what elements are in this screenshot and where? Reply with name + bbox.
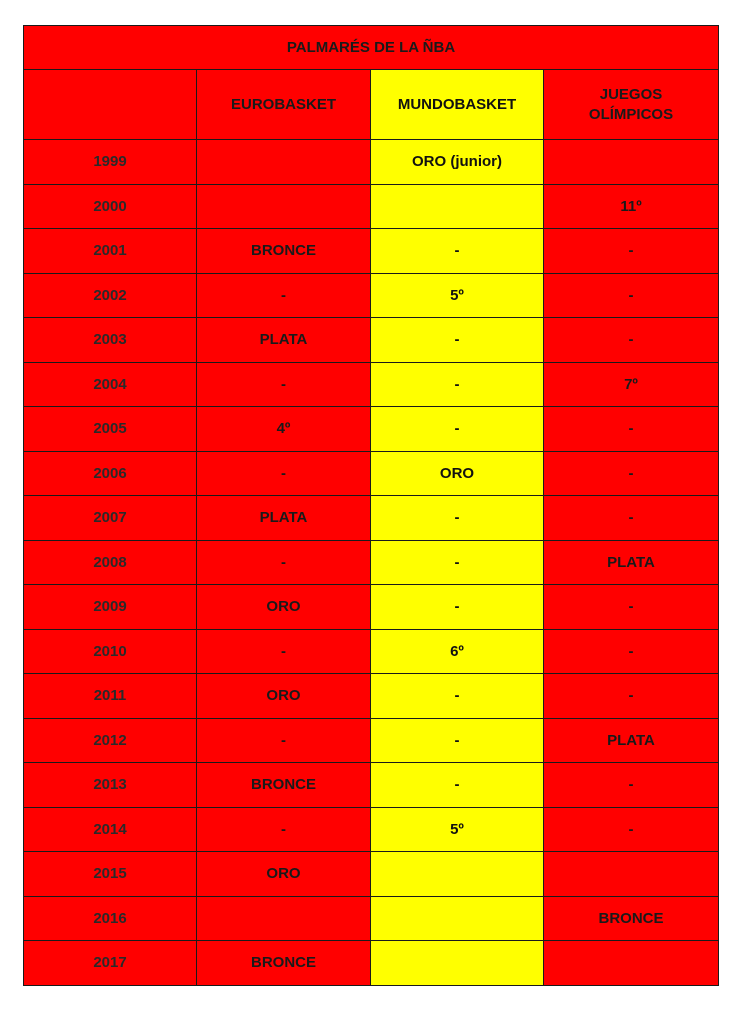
cell-mundobasket: - xyxy=(371,407,544,452)
cell-juegos-olimpicos: - xyxy=(544,585,719,630)
cell-mundobasket: ORO (junior) xyxy=(371,140,544,185)
cell-year: 2003 xyxy=(24,318,197,363)
cell-eurobasket: ORO xyxy=(197,585,371,630)
cell-juegos-olimpicos: - xyxy=(544,318,719,363)
cell-year: 2007 xyxy=(24,496,197,541)
cell-mundobasket xyxy=(371,184,544,229)
cell-juegos-olimpicos: - xyxy=(544,407,719,452)
cell-eurobasket: ORO xyxy=(197,674,371,719)
cell-mundobasket: ORO xyxy=(371,451,544,496)
header-juegos-olimpicos xyxy=(544,70,719,140)
cell-year: 2002 xyxy=(24,273,197,318)
cell-eurobasket: PLATA xyxy=(197,318,371,363)
cell-juegos-olimpicos: - xyxy=(544,807,719,852)
cell-year: 2010 xyxy=(24,629,197,674)
header-mundobasket: MUNDOBASKET xyxy=(371,70,544,140)
cell-year: 2013 xyxy=(24,763,197,808)
palmares-table xyxy=(23,25,719,986)
cell-eurobasket xyxy=(197,140,371,185)
table-title: PALMARÉS DE LA ÑBA xyxy=(24,26,719,70)
table-row xyxy=(24,585,719,630)
header-juegos-label: JUEGOS OLÍMPICOS xyxy=(588,85,674,123)
table-row xyxy=(24,674,719,719)
cell-mundobasket xyxy=(371,896,544,941)
cell-year: 2012 xyxy=(24,718,197,763)
table-row xyxy=(24,896,719,941)
cell-eurobasket: BRONCE xyxy=(197,229,371,274)
cell-juegos-olimpicos: - xyxy=(544,763,719,808)
table-row xyxy=(24,629,719,674)
cell-year: 2006 xyxy=(24,451,197,496)
cell-eurobasket: PLATA xyxy=(197,496,371,541)
table-row xyxy=(24,184,719,229)
cell-eurobasket: - xyxy=(197,540,371,585)
table-row xyxy=(24,451,719,496)
header-eurobasket: EUROBASKET xyxy=(197,70,371,140)
cell-mundobasket: - xyxy=(371,763,544,808)
table-row xyxy=(24,273,719,318)
cell-year: 1999 xyxy=(24,140,197,185)
cell-eurobasket: - xyxy=(197,451,371,496)
palmares-sheet xyxy=(23,25,718,998)
table-row xyxy=(24,718,719,763)
cell-juegos-olimpicos: 11º xyxy=(544,184,719,229)
title-row xyxy=(24,26,719,70)
cell-mundobasket xyxy=(371,852,544,897)
table-row xyxy=(24,496,719,541)
cell-juegos-olimpicos: - xyxy=(544,496,719,541)
table-row xyxy=(24,941,719,986)
header-row xyxy=(24,70,719,140)
cell-eurobasket xyxy=(197,896,371,941)
cell-juegos-olimpicos: - xyxy=(544,629,719,674)
cell-mundobasket xyxy=(371,941,544,986)
cell-year: 2005 xyxy=(24,407,197,452)
cell-mundobasket: - xyxy=(371,318,544,363)
cell-eurobasket: - xyxy=(197,629,371,674)
cell-juegos-olimpicos: - xyxy=(544,674,719,719)
cell-eurobasket xyxy=(197,184,371,229)
cell-mundobasket: 5º xyxy=(371,273,544,318)
cell-year: 2001 xyxy=(24,229,197,274)
cell-juegos-olimpicos: BRONCE xyxy=(544,896,719,941)
cell-juegos-olimpicos: 7º xyxy=(544,362,719,407)
cell-mundobasket: - xyxy=(371,718,544,763)
table-row xyxy=(24,140,719,185)
cell-eurobasket: - xyxy=(197,273,371,318)
cell-juegos-olimpicos: PLATA xyxy=(544,718,719,763)
cell-mundobasket: - xyxy=(371,496,544,541)
cell-eurobasket: BRONCE xyxy=(197,763,371,808)
cell-juegos-olimpicos: - xyxy=(544,229,719,274)
table-row xyxy=(24,362,719,407)
table-row xyxy=(24,407,719,452)
cell-juegos-olimpicos xyxy=(544,852,719,897)
cell-eurobasket: - xyxy=(197,718,371,763)
cell-juegos-olimpicos: - xyxy=(544,451,719,496)
cell-eurobasket: - xyxy=(197,362,371,407)
table-row xyxy=(24,318,719,363)
cell-eurobasket: BRONCE xyxy=(197,941,371,986)
table-row xyxy=(24,807,719,852)
cell-year: 2014 xyxy=(24,807,197,852)
cell-mundobasket: 5º xyxy=(371,807,544,852)
cell-mundobasket: 6º xyxy=(371,629,544,674)
cell-mundobasket: - xyxy=(371,540,544,585)
table-row xyxy=(24,229,719,274)
cell-year: 2011 xyxy=(24,674,197,719)
cell-juegos-olimpicos xyxy=(544,140,719,185)
cell-eurobasket: - xyxy=(197,807,371,852)
cell-year: 2000 xyxy=(24,184,197,229)
cell-year: 2004 xyxy=(24,362,197,407)
cell-year: 2017 xyxy=(24,941,197,986)
cell-year: 2009 xyxy=(24,585,197,630)
cell-juegos-olimpicos xyxy=(544,941,719,986)
table-row xyxy=(24,852,719,897)
cell-year: 2015 xyxy=(24,852,197,897)
cell-mundobasket: - xyxy=(371,674,544,719)
cell-year: 2016 xyxy=(24,896,197,941)
header-year xyxy=(24,70,197,140)
cell-year: 2008 xyxy=(24,540,197,585)
cell-mundobasket: - xyxy=(371,362,544,407)
cell-mundobasket: - xyxy=(371,585,544,630)
cell-eurobasket: ORO xyxy=(197,852,371,897)
cell-eurobasket: 4º xyxy=(197,407,371,452)
table-row xyxy=(24,763,719,808)
cell-mundobasket: - xyxy=(371,229,544,274)
cell-juegos-olimpicos: - xyxy=(544,273,719,318)
table-row xyxy=(24,540,719,585)
cell-juegos-olimpicos: PLATA xyxy=(544,540,719,585)
